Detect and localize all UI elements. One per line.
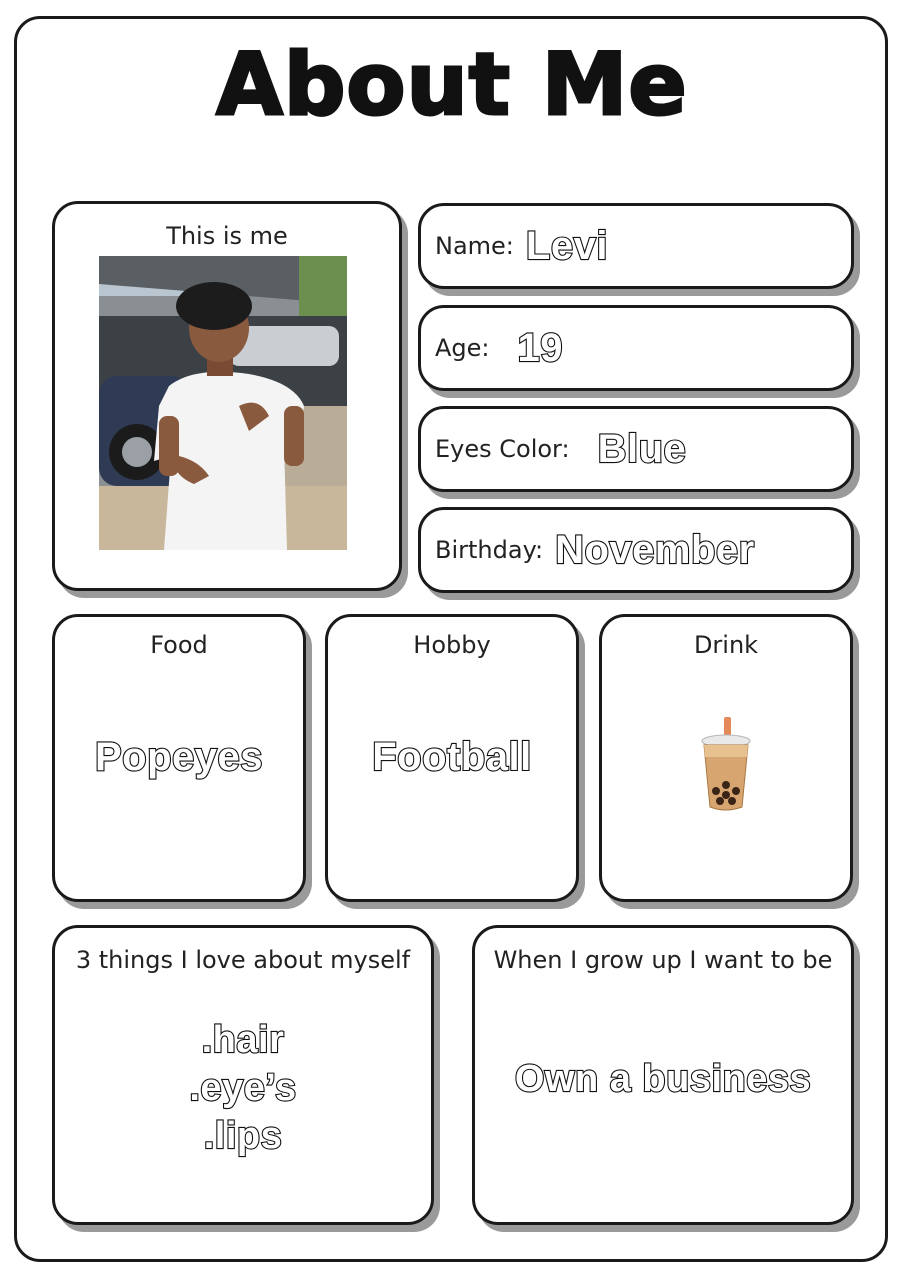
name-value: Levi <box>525 223 608 268</box>
hobby-value: Football <box>372 735 532 779</box>
eye-color-value: Blue <box>597 426 687 471</box>
food-value: Popeyes <box>94 735 264 779</box>
love-item: .eye’s <box>189 1067 297 1109</box>
drink-card <box>599 614 853 902</box>
profile-photo <box>99 256 347 550</box>
name-field <box>418 203 854 289</box>
love-label: 3 things I love about myself <box>75 946 411 974</box>
birthday-value: November <box>555 527 755 572</box>
drink-label: Drink <box>693 631 759 659</box>
love-item: .hair <box>201 1019 285 1061</box>
eye-color-field <box>418 406 854 492</box>
photo-label: This is me <box>166 222 288 250</box>
hobby-card <box>325 614 579 902</box>
love-item: .lips <box>203 1115 283 1157</box>
future-card <box>472 925 854 1225</box>
future-label: When I grow up I want to be <box>493 946 833 974</box>
name-label: Name: <box>435 232 514 260</box>
birthday-field <box>418 507 854 593</box>
hobby-label: Hobby <box>413 631 491 659</box>
age-field <box>418 305 854 391</box>
bubble-tea-icon <box>698 717 754 813</box>
future-value: Own a business <box>514 1058 812 1100</box>
age-label: Age: <box>435 334 490 362</box>
photo-card <box>52 201 402 591</box>
eye-color-label: Eyes Color: <box>435 435 570 463</box>
food-label: Food <box>150 631 208 659</box>
food-card <box>52 614 306 902</box>
page-title: About Me <box>216 35 688 135</box>
love-card <box>52 925 434 1225</box>
age-value: 19 <box>517 325 564 370</box>
birthday-label: Birthday: <box>435 536 544 564</box>
love-list <box>55 1016 431 1160</box>
